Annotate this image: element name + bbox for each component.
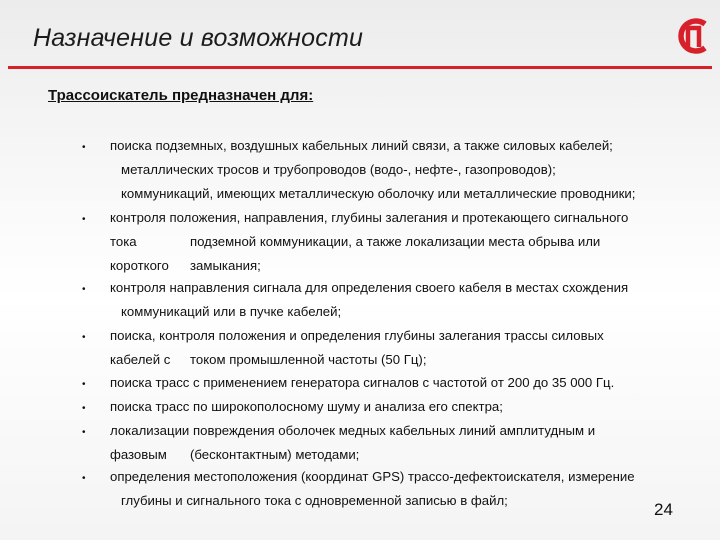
bullet-text: током промышленной частоты (50 Гц); xyxy=(190,352,427,367)
bullet-text: (бесконтактным) методами; xyxy=(190,447,360,462)
bullet-text: поиска подземных, воздушных кабельных линий связи, а также силовых кабелей; xyxy=(110,138,613,153)
bullet-text: глубины и сигнального тока с одновременной записью в файл; xyxy=(121,493,508,508)
bullet-text: поиска трасс по широкополосному шуму и анализа его спектра; xyxy=(110,399,503,414)
bullet-icon: • xyxy=(82,332,86,343)
bullet-icon: • xyxy=(82,427,86,438)
bullet-text: определения местоположения (координат GPS) трассо-дефектоискателя, измерение xyxy=(110,469,635,484)
bullet-icon: • xyxy=(82,142,86,153)
bullet-text: замыкания; xyxy=(190,258,261,273)
company-logo-icon xyxy=(674,14,712,58)
bullet-icon: • xyxy=(82,403,86,414)
bullet-text: поиска, контроля положения и определения глубины залегания трассы силовых xyxy=(110,328,604,343)
bullet-text: коммуникаций или в пучке кабелей; xyxy=(121,304,342,319)
bullet-text: металлических тросов и трубопроводов (водо-, нефте-, газопроводов); xyxy=(121,162,556,177)
bullet-icon: • xyxy=(82,284,86,295)
bullet-text: контроля направления сигнала для определения своего кабеля в местах схождения xyxy=(110,280,629,295)
bullet-text: подземной коммуникации, а также локализации места обрыва или xyxy=(190,234,601,249)
bullet-text: тока xyxy=(110,234,137,249)
bullet-text: короткого xyxy=(110,258,169,273)
page-number: 24 xyxy=(654,500,673,519)
bullet-text: поиска трасс с применением генератора сигналов с частотой от 200 до 35 000 Гц. xyxy=(110,375,615,390)
bullet-icon: • xyxy=(82,473,86,484)
bullet-text: контроля положения, направления, глубины залегания и протекающего сигнального xyxy=(110,210,629,225)
bullet-text: фазовым xyxy=(110,447,167,462)
bullet-text: кабелей с xyxy=(110,352,171,367)
slide-subtitle: Трассоискатель предназначен для: xyxy=(48,87,314,104)
bullet-text: коммуникаций, имеющих металлическую оболочку или металлические проводники; xyxy=(121,186,636,201)
bullet-icon: • xyxy=(82,214,86,225)
bullet-icon: • xyxy=(82,379,86,390)
title-divider xyxy=(8,66,712,69)
bullet-text: локализации повреждения оболочек медных кабельных линий амплитудным и xyxy=(110,423,596,438)
slide-title: Назначение и возможности xyxy=(33,24,364,52)
